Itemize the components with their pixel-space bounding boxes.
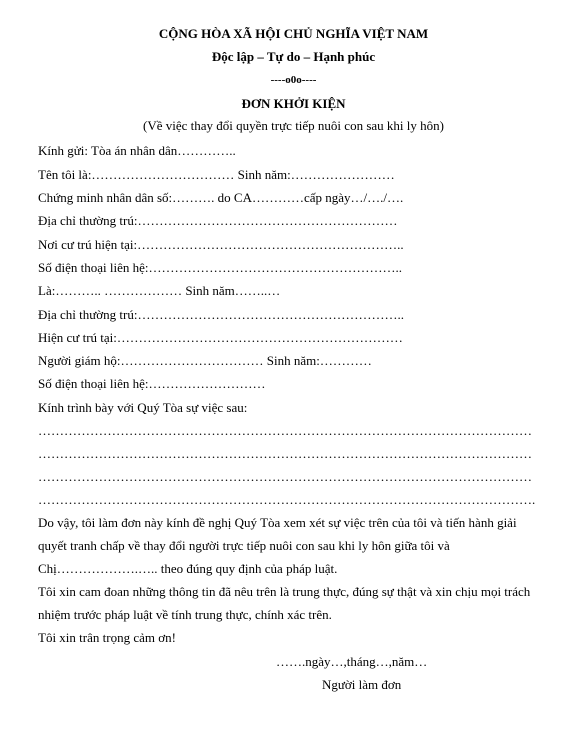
separator: ----o0o---- bbox=[270, 74, 317, 86]
permanent-address-line: Địa chỉ thường trú:…………………………………………………… bbox=[38, 213, 398, 228]
statement-intro: Kính trình bày với Quý Tòa sự việc sau: bbox=[38, 400, 248, 415]
plaintiff-name-line: Tên tôi là:…………………………… Sinh năm:…………………… bbox=[38, 167, 395, 182]
phone-line: Số điện thoại liên hệ:………………………………………………….. bbox=[38, 260, 402, 275]
recipient-line: Kính gửi: Tòa án nhân dân………….. bbox=[38, 143, 236, 158]
commitment-paragraph-line: Tôi xin cam đoan những thông tin đã nêu trên là trung thực, đúng sự thật và xin chịu mọi trách bbox=[38, 584, 531, 599]
request-paragraph-line: Chị……………….….. theo đúng quy định của pháp luật. bbox=[38, 561, 338, 576]
guardian-phone-line: Số điện thoại liên hệ:……………………… bbox=[38, 376, 266, 391]
request-paragraph-line: quyết tranh chấp về thay đổi người trực tiếp nuôi con sau khi ly hôn giữa tôi và bbox=[38, 538, 450, 553]
respondent-line: Là:……….. ……………… Sinh năm……..… bbox=[38, 283, 281, 298]
date-line: …….ngày…,tháng…,năm… bbox=[276, 654, 428, 669]
signer-label: Người làm đơn bbox=[322, 677, 402, 692]
statement-blank-line: …………………………………………………………………………………………………… bbox=[38, 423, 532, 438]
national-motto: Độc lập – Tự do – Hạnh phúc bbox=[211, 49, 376, 64]
respondent-address-line: Địa chỉ thường trú:…………………………………………………….. bbox=[38, 307, 404, 322]
request-paragraph-line: Do vậy, tôi làm đơn này kính đề nghị Quý Tòa xem xét sự việc trên của tôi và tiến hành giải bbox=[38, 515, 517, 530]
respondent-residence-line: Hiện cư trú tại:………………………………………………………… bbox=[38, 330, 403, 345]
document-title: ĐƠN KHỞI KIỆN bbox=[241, 96, 346, 111]
document-subtitle: (Về việc thay đổi quyền trực tiếp nuôi con sau khi ly hôn) bbox=[143, 118, 444, 133]
statement-blank-line: …………………………………………………………………………………………………… bbox=[38, 446, 532, 461]
guardian-line: Người giám hộ:…………………………… Sinh năm:………… bbox=[38, 353, 372, 368]
id-card-line: Chứng minh nhân dân số:………. do CA…………cấp ngày…/…./…. bbox=[38, 190, 404, 205]
statement-blank-line: …………………………………………………………………………………………………… bbox=[38, 469, 532, 484]
statement-blank-line: ……………………………………………………………………………………………………. bbox=[38, 492, 536, 507]
national-title: CỘNG HÒA XÃ HỘI CHỦ NGHĨA VIỆT NAM bbox=[158, 26, 429, 41]
commitment-paragraph-line: nhiệm trước pháp luật về tính trung thực, chính xác trên. bbox=[38, 607, 332, 622]
current-residence-line: Nơi cư trú hiện tại:…………………………………………………….. bbox=[38, 237, 404, 252]
thanks-line: Tôi xin trân trọng cảm ơn! bbox=[38, 630, 176, 645]
